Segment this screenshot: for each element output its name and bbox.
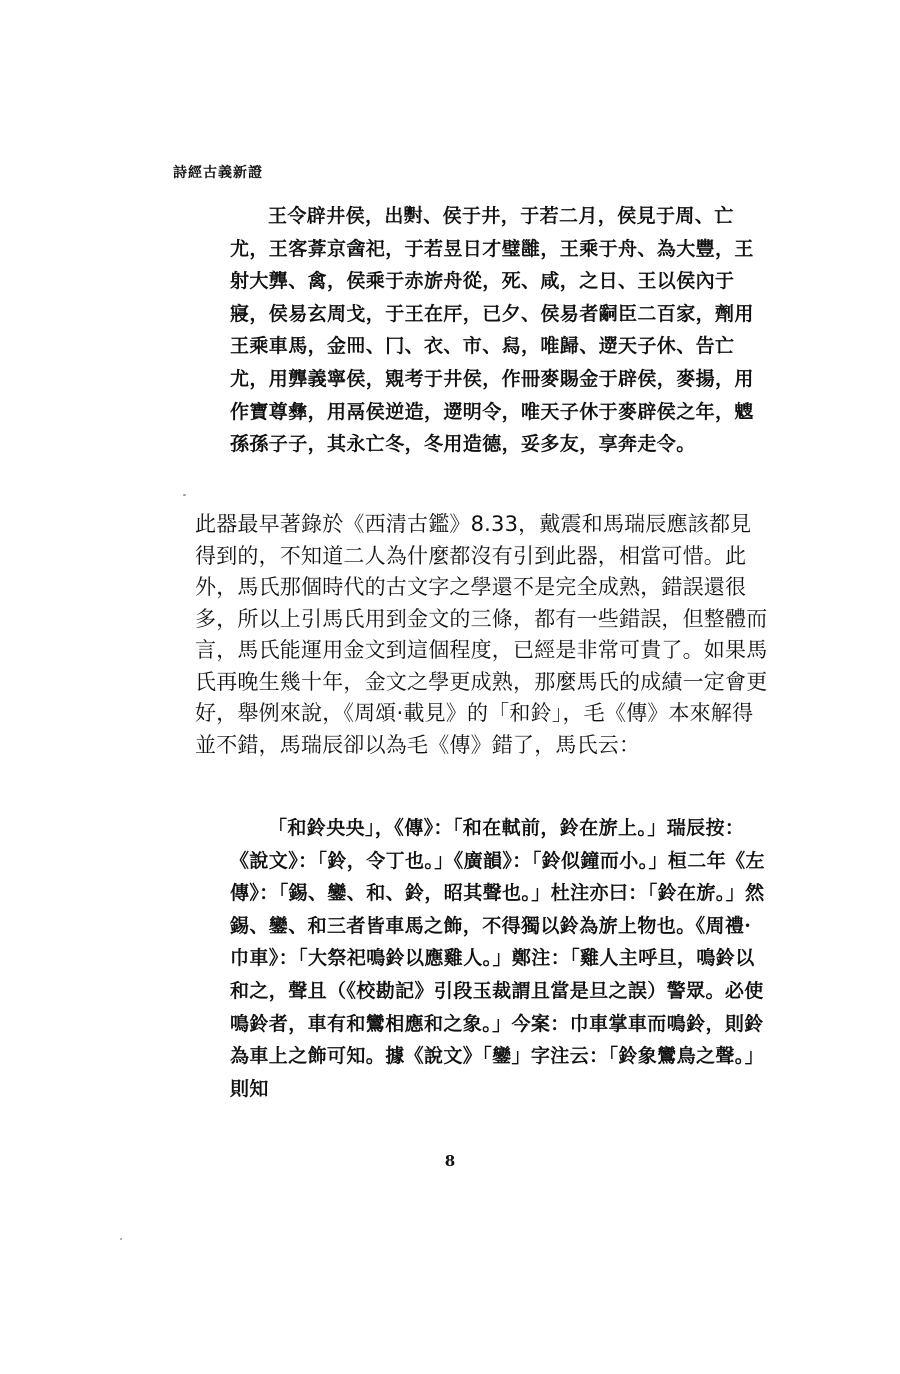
running-title: 詩經古義新證 bbox=[173, 165, 263, 181]
body-paragraph-text: 此器最早著錄於《西清古鑑》8.33，戴震和馬瑞辰應該都見得到的，不知道二人為什麼都沒有引到此器，相當可惜。此外，馬氏那個時代的古文字之學還不是完全成熟，錯誤還很多，所以上引馬氏用到金文的三條，都有一些錯誤，但整體而言，馬氏能運用金文到這個程度，已經是非常可貴了。如果馬氏再晚生幾十年，金文之學更成熟，那麼馬氏的成績一定會更好，舉例來說，《周頌·載見》的「和鈴」，毛《傳》本來解得並不錯，馬瑞辰卻以為毛《傳》錯了，馬氏云： bbox=[195, 512, 768, 757]
scan-speck bbox=[183, 494, 186, 496]
block-quote-inscription bbox=[230, 200, 770, 461]
quote-ma-ruichen-text: 「和鈴央央」，《傳》：「和在軾前，鈴在旂上。」瑞辰按：《說文》：「鈴，令丁也。」《廣韻》：「鈴似鐘而小。」桓二年《左傳》：「錫、鑾、和、鈴，昭其聲也。」杜注亦曰：「鈴在旂。」然錫、鑾、和三者皆車馬之飾，不得獨以鈴為旂上物也。《周禮·巾車》：「大祭祀鳴鈴以應雞人。」鄭注：「雞人主呼旦，鳴鈴以和之，聲且（《校勘記》引段玉裁謂且當是旦之誤）警眾。必使鳴鈴者，車有和鸞相應和之象。」今案：巾車掌車而鳴鈴，則鈴為車上之飾可知。據《說文》「鑾」字注云：「鈴象鸞鳥之聲。」則知 bbox=[230, 817, 765, 1100]
body-paragraph bbox=[195, 509, 770, 761]
block-quote-ma-ruichen bbox=[230, 812, 770, 1105]
scan-speck bbox=[120, 1238, 122, 1240]
page-number: 8 bbox=[444, 1152, 456, 1170]
quote-inscription-text: 王令辟井侯，出𡭓、侯于井，于若二月，侯見于周、亡尤，王客葊京酓祀，于若昱日才璧雝，王乘于舟、為大豐，王射大龏、禽，侯乘于赤旂舟從，死、咸，之日、王以侯內于寢，侯易玄周戈，于王在厈，已夕、侯易者𤔲臣二百家，劑用王乘車馬，金𠕁、冂、衣、市、舄，唯歸、遻天子休、告亡尤，用龏義寧侯，覭考于井侯，作冊麥賜金于辟侯，麥揚，用作寶尊彝，用鬲侯逆造，遻明令，唯天子休于麥辟侯之年，𩴍孫孫子子，其永亡冬，冬用造德，妥多友，享奔走令。 bbox=[230, 205, 754, 456]
